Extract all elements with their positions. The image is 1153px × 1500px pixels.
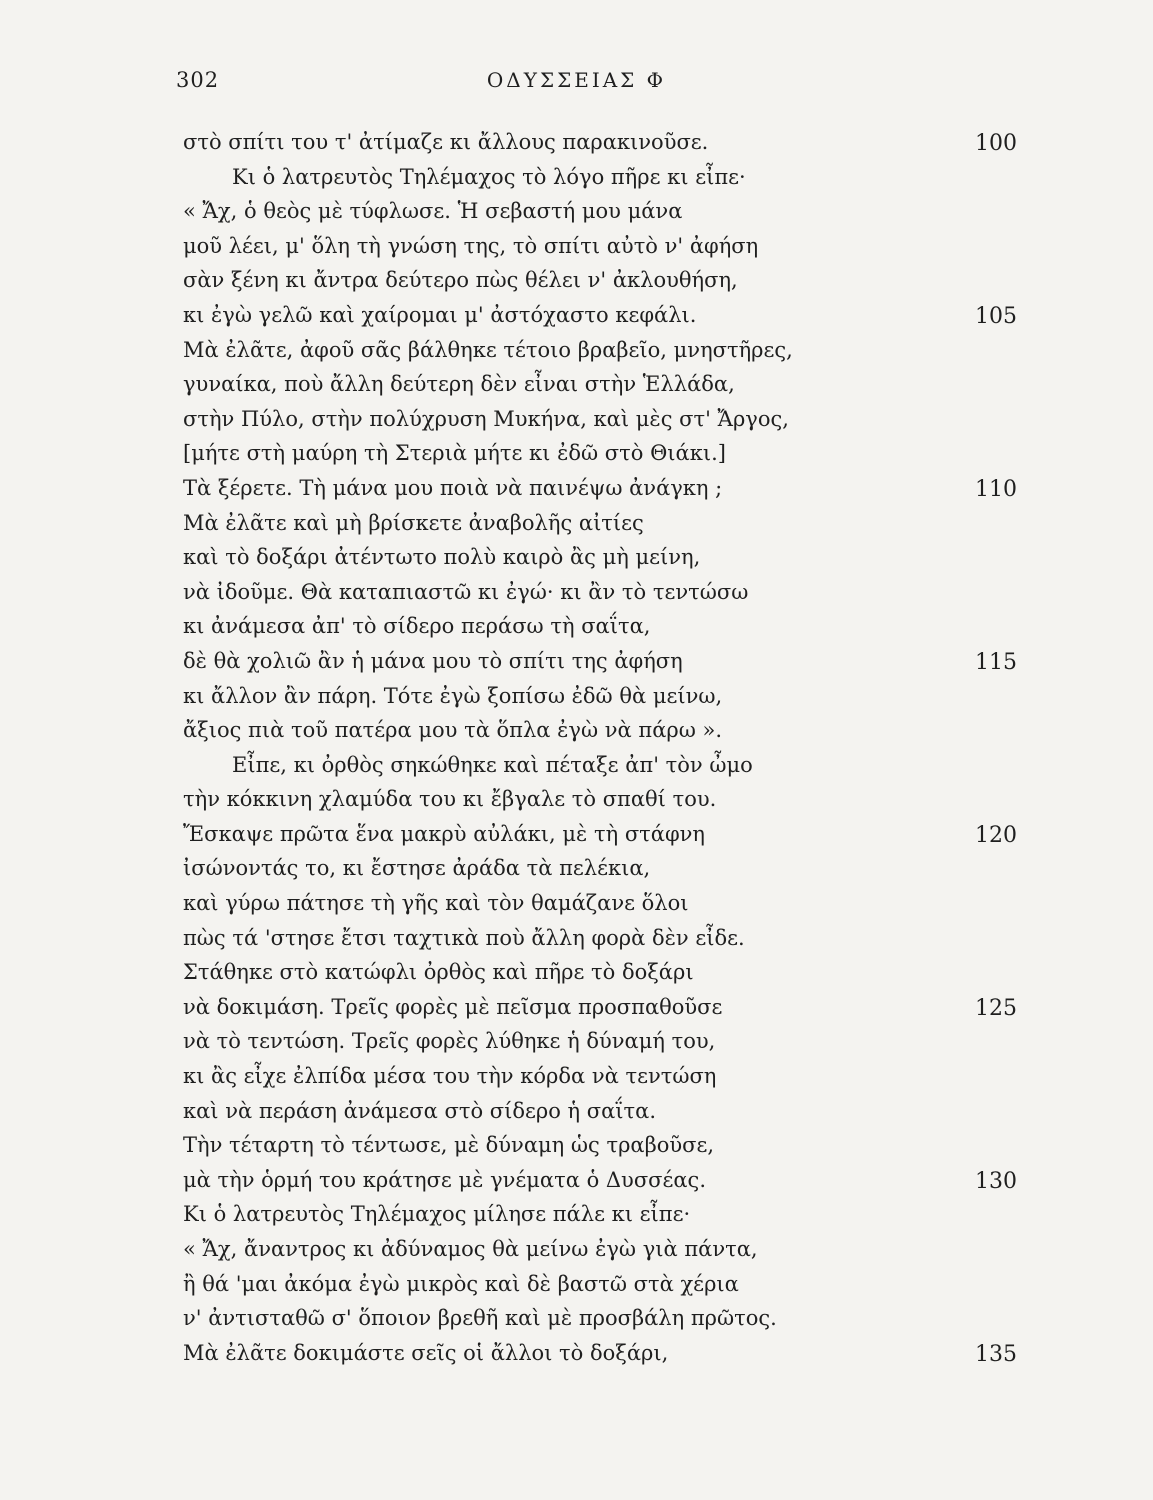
verse-line bbox=[0, 1336, 1153, 1371]
verse-line bbox=[0, 851, 1153, 886]
verse-line bbox=[0, 402, 1153, 437]
verse-text: « Ἄχ, ἄναντρος κι ἀδύναμος θὰ μείνω ἐγὼ γιὰ πάντα, bbox=[183, 1237, 758, 1261]
verse-line bbox=[0, 540, 1153, 575]
verse-text: μοῦ λέει, μ' ὅλη τὴ γνώση της, τὸ σπίτι αὐτὸ ν' ἀφήση bbox=[183, 233, 759, 258]
verse-text: καὶ γύρω πάτησε τὴ γῆς καὶ τὸν θαμάζανε ὅλοι bbox=[183, 891, 689, 916]
verse-text: σὰν ξένη κι ἄντρα δεύτερο πὼς θέλει ν' ἀκλουθήση, bbox=[183, 268, 738, 293]
line-number: 135 bbox=[975, 1341, 1017, 1367]
verse-line bbox=[0, 1232, 1153, 1267]
verse-line bbox=[0, 367, 1153, 402]
verse-text: γυναίκα, ποὺ ἄλλη δεύτερη δὲν εἶναι στὴν Ἑλλάδα, bbox=[183, 372, 735, 397]
verse-line bbox=[0, 333, 1153, 368]
verse-line bbox=[0, 125, 1153, 160]
verse-line bbox=[0, 817, 1153, 852]
verse-line bbox=[0, 990, 1153, 1025]
verse-text: τὴν κόκκινη χλαμύδα του κι ἔβγαλε τὸ σπαθί του. bbox=[183, 787, 717, 812]
verse-text: κι ἐγὼ γελῶ καὶ χαίρομαι μ' ἀστόχαστο κεφάλι. bbox=[183, 302, 697, 327]
line-number: 100 bbox=[975, 131, 1017, 156]
verse-text: κι ἄλλον ἂν πάρη. Τότε ἐγὼ ξοπίσω ἐδῶ θὰ μείνω, bbox=[183, 683, 723, 708]
verse-line bbox=[0, 1301, 1153, 1336]
verse-text: κι ἀνάμεσα ἀπ' τὸ σίδερο περάσω τὴ σαΐτα, bbox=[183, 614, 651, 639]
verse-line bbox=[0, 160, 1153, 195]
verse-line bbox=[0, 679, 1153, 714]
verse-text: Τὰ ξέρετε. Τὴ μάνα μου ποιὰ νὰ παινέψω ἀνάγκη ; bbox=[183, 475, 723, 500]
verse-text: δὲ θὰ χολιῶ ἂν ἡ μάνα μου τὸ σπίτι της ἀφήση bbox=[183, 648, 683, 673]
verse-text: στὸ σπίτι του τ' ἀτίμαζε κι ἄλλους παρακινοῦσε. bbox=[183, 130, 709, 154]
verse-line bbox=[0, 436, 1153, 471]
verse-line bbox=[0, 1059, 1153, 1094]
verse-line bbox=[0, 609, 1153, 644]
verse-text: Στάθηκε στὸ κατώφλι ὀρθὸς καὶ πῆρε τὸ δοξάρι bbox=[183, 960, 694, 985]
verse-line bbox=[0, 748, 1153, 783]
verse-text: Κι ὁ λατρευτὸς Τηλέμαχος μίλησε πάλε κι εἶπε· bbox=[183, 1202, 691, 1227]
verse-text: καὶ τὸ δοξάρι ἀτέντωτο πολὺ καιρὸ ἂς μὴ μείνη, bbox=[183, 545, 701, 570]
verse-line bbox=[0, 782, 1153, 817]
line-number: 110 bbox=[975, 476, 1017, 502]
verse-text: κι ἂς εἶχε ἐλπίδα μέσα του τὴν κόρδα νὰ τεντώση bbox=[183, 1064, 717, 1089]
verse-text: ἄξιος πιὰ τοῦ πατέρα μου τὰ ὅπλα ἐγὼ νὰ πάρω ». bbox=[183, 718, 723, 743]
line-number: 115 bbox=[975, 649, 1017, 675]
verse-line bbox=[0, 644, 1153, 679]
verse-line bbox=[0, 955, 1153, 990]
verse-line bbox=[0, 886, 1153, 921]
verse-text: « Ἄχ, ὁ θεὸς μὲ τύφλωσε. Ἡ σεβαστή μου μάνα bbox=[183, 199, 683, 224]
verse-line bbox=[0, 1128, 1153, 1163]
verse-line bbox=[0, 194, 1153, 229]
verse-text: νὰ τὸ τεντώση. Τρεῖς φορὲς λύθηκε ἡ δύναμή του, bbox=[183, 1029, 716, 1054]
verse-line bbox=[0, 575, 1153, 610]
verse-text: Μὰ ἐλᾶτε, ἀφοῦ σᾶς βάλθηκε τέτοιο βραβεῖο, μνηστῆρες, bbox=[183, 337, 793, 362]
verse-line bbox=[0, 471, 1153, 506]
verse-line bbox=[0, 506, 1153, 541]
verse-line bbox=[0, 921, 1153, 956]
verse-text: Εἶπε, κι ὀρθὸς σηκώθηκε καὶ πέταξε ἀπ' τὸν ὦμο bbox=[232, 752, 753, 777]
verse-line bbox=[0, 713, 1153, 748]
verse-line bbox=[0, 1163, 1153, 1198]
verse-line bbox=[0, 229, 1153, 264]
line-number: 125 bbox=[975, 995, 1017, 1021]
line-number: 120 bbox=[975, 822, 1017, 848]
verse-text: Ἔσκαψε πρῶτα ἕνα μακρὺ αὐλάκι, μὲ τὴ στάφνη bbox=[183, 821, 706, 846]
verse-text: ἢ θά 'μαι ἀκόμα ἐγὼ μικρὸς καὶ δὲ βαστῶ στὰ χέρια bbox=[183, 1271, 739, 1296]
verse-text: ἰσώνοντάς το, κι ἔστησε ἀράδα τὰ πελέκια, bbox=[183, 856, 651, 881]
line-number: 105 bbox=[975, 303, 1017, 329]
verse-text: νὰ δοκιμάση. Τρεῖς φορὲς μὲ πεῖσμα προσπαθοῦσε bbox=[183, 994, 723, 1019]
verse-text: καὶ νὰ περάση ἀνάμεσα στὸ σίδερο ἡ σαΐτα. bbox=[183, 1098, 656, 1123]
verse-text: πὼς τά 'στησε ἔτσι ταχτικὰ ποὺ ἄλλη φορὰ δὲν εἶδε. bbox=[183, 925, 745, 950]
verse-text: ν' ἀντισταθῶ σ' ὅποιον βρεθῆ καὶ μὲ προσβάλη πρῶτος. bbox=[183, 1306, 777, 1331]
verse-line bbox=[0, 1094, 1153, 1129]
verse-line bbox=[0, 1197, 1153, 1232]
verse-text: Μὰ ἐλᾶτε δοκιμάστε σεῖς οἱ ἄλλοι τὸ δοξάρι, bbox=[183, 1340, 669, 1365]
verse-line bbox=[0, 1267, 1153, 1302]
verse-line bbox=[0, 263, 1153, 298]
verse-text: μὰ τὴν ὁρμή του κράτησε μὲ γνέματα ὁ Δυσσέας. bbox=[183, 1167, 706, 1192]
verse-block bbox=[0, 125, 1153, 1370]
line-number: 130 bbox=[975, 1168, 1017, 1194]
page-number: 302 bbox=[176, 68, 220, 92]
book-title: ΟΔΥΣΣΕΙΑΣ Φ bbox=[486, 68, 667, 92]
verse-line bbox=[0, 298, 1153, 333]
running-head bbox=[0, 62, 1153, 98]
verse-text: στὴν Πύλο, στὴν πολύχρυση Μυκήνα, καὶ μὲς στ' Ἄργος, bbox=[183, 406, 789, 431]
verse-text: Κι ὁ λατρευτὸς Τηλέμαχος τὸ λόγο πῆρε κι εἶπε· bbox=[232, 164, 746, 189]
verse-line bbox=[0, 1024, 1153, 1059]
verse-text: νὰ ἰδοῦμε. Θὰ καταπιαστῶ κι ἐγώ· κι ἂν τὸ τεντώσω bbox=[183, 579, 749, 604]
verse-text: Τὴν τέταρτη τὸ τέντωσε, μὲ δύναμη ὡς τραβοῦσε, bbox=[183, 1133, 715, 1158]
verse-text: [μήτε στὴ μαύρη τὴ Στεριὰ μήτε κι ἐδῶ στὸ Θιάκι.] bbox=[183, 441, 726, 466]
verse-text: Μὰ ἐλᾶτε καὶ μὴ βρίσκετε ἀναβολῆς αἰτίες bbox=[183, 510, 644, 535]
